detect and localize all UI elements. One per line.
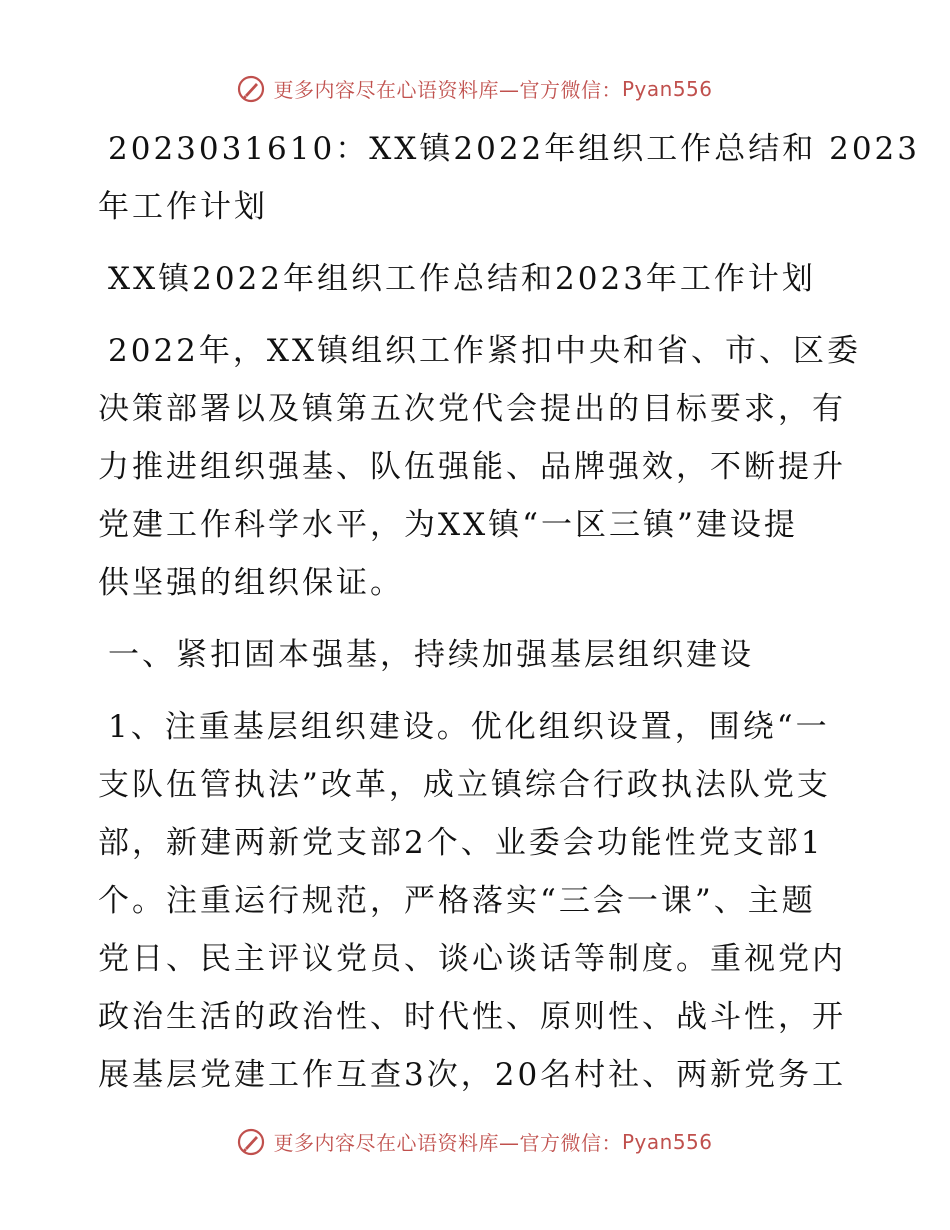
watermark-wechat-id: Pyan556: [621, 76, 713, 101]
intro-line-5: 供坚强的组织保证。: [98, 565, 404, 601]
intro-line-4: 党建工作科学水平，为XX镇“一区三镇”建设提: [98, 507, 798, 543]
heading-line-1: 2023031610：XX镇2022年组织工作总结和 2023: [108, 131, 921, 167]
pen-circle-logo-icon: [237, 1128, 265, 1156]
item-1-line-1: 1、注重基层组织建设。优化组织设置，围绕“一: [108, 709, 830, 745]
watermark-wechat-id: Pyan556: [621, 1129, 713, 1154]
intro-line-3: 力推进组织强基、队伍强能、品牌强效，不断提升: [98, 449, 846, 485]
document-title: XX镇2022年组织工作总结和2023年工作计划: [108, 261, 816, 297]
watermark-header: [0, 74, 950, 103]
pen-circle-logo-icon: [237, 75, 265, 103]
heading-line-2: 年工作计划: [98, 189, 268, 225]
watermark-footer: [0, 1127, 950, 1156]
item-1-line-3: 部，新建两新党支部2个、业委会功能性党支部1: [98, 825, 824, 861]
section-1-heading: 一、紧扣固本强基，持续加强基层组织建设: [108, 637, 754, 673]
item-1-line-4: 个。注重运行规范，严格落实“三会一课”、主题: [98, 883, 816, 919]
item-1-line-2: 支队伍管执法”改革，成立镇综合行政执法队党支: [98, 767, 831, 803]
item-1-line-6: 政治生活的政治性、时代性、原则性、战斗性，开: [98, 999, 846, 1035]
watermark-text: 更多内容尽在心语资料库—官方微信：: [273, 1131, 622, 1155]
intro-line-2: 决策部署以及镇第五次党代会提出的目标要求，有: [98, 391, 846, 427]
item-1-line-7: 展基层党建工作互查3次，20名村社、两新党务工: [98, 1057, 847, 1093]
watermark-text: 更多内容尽在心语资料库—官方微信：: [273, 78, 622, 102]
item-1-line-5: 党日、民主评议党员、谈心谈话等制度。重视党内: [98, 941, 846, 977]
document-body: [98, 120, 921, 1104]
intro-line-1: 2022年，XX镇组织工作紧扣中央和省、市、区委: [108, 333, 862, 369]
